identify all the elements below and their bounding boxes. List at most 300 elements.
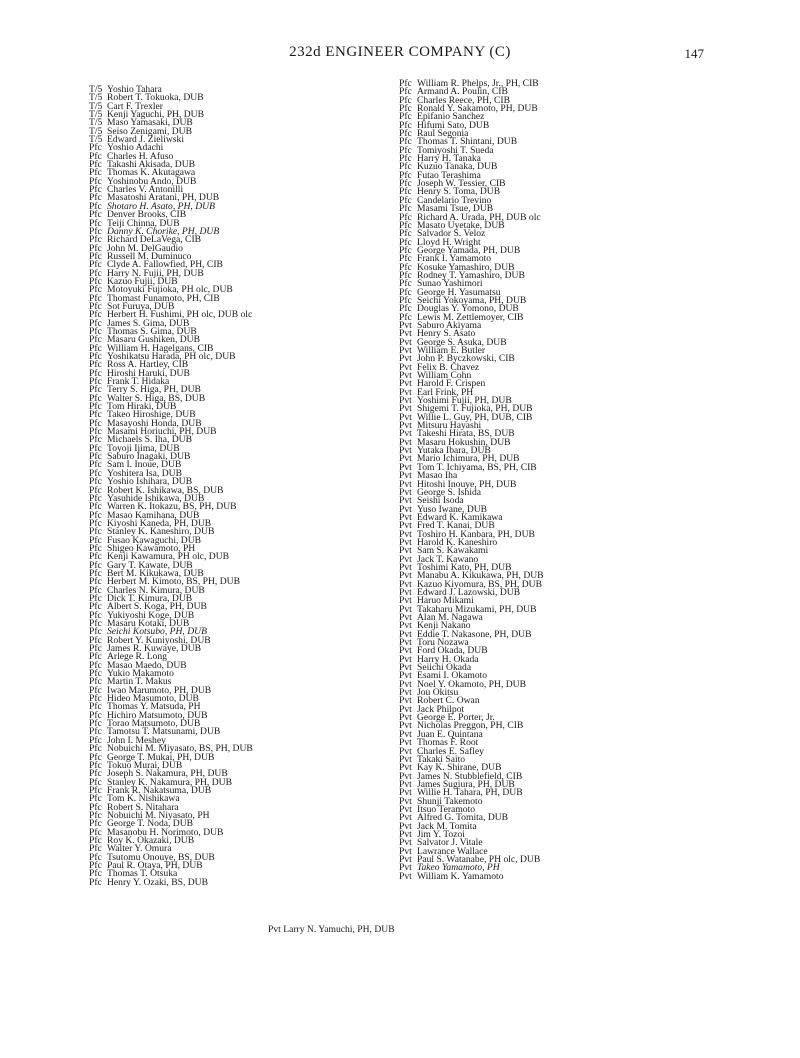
soldier-name: Robert K. Ishikawa, BS, DUB	[107, 484, 224, 496]
soldier-name: George T. Mukai, PH, DUB	[107, 751, 215, 763]
soldier-name: Tom T. Ichiyama, BS, PH, CIB	[417, 461, 537, 473]
rank: Pfc	[89, 843, 102, 855]
soldier-name: Jack M. Tomita	[417, 820, 477, 832]
rank: Pfc	[399, 161, 412, 173]
soldier-name: James S. Gima, DUB	[107, 317, 190, 329]
soldier-name: Charles V. Antonilli	[107, 184, 184, 196]
soldier-name: John P. Byczkowski, CIB	[417, 353, 515, 365]
soldier-name: Iwao Marumoto, PH, DUB	[107, 684, 212, 696]
soldier-name: George E. Porter, Jr.	[417, 712, 495, 724]
soldier-name: Robert T. Tokuoka, DUB	[107, 92, 204, 104]
soldier-name: Thomas F. Root	[417, 737, 479, 749]
rank: Pfc	[89, 592, 102, 604]
soldier-name: Yuso Iwane, DUB	[417, 503, 488, 515]
rank: Pvt	[399, 353, 412, 365]
soldier-name: Thomas T. Shintani, DUB	[417, 136, 518, 148]
rank: Pvt	[399, 428, 412, 440]
soldier-name: Nobuichi M. Niyasato, PH	[107, 809, 210, 821]
rank: Pfc	[89, 609, 102, 621]
rank: T/5	[89, 117, 103, 129]
rank: Pvt	[399, 595, 412, 607]
soldier-name: Denver Brooks, CIB	[107, 209, 187, 221]
soldier-name: Futao Terashima	[417, 169, 481, 181]
rank: Pfc	[89, 242, 102, 254]
soldier-name: Edward J. Lazowski, DUB	[417, 586, 521, 598]
rank: Pvt	[399, 553, 412, 565]
soldier-name: Eddie T. Nakasone, PH, DUB	[417, 628, 532, 640]
soldier-name: Harold F. Crispen	[417, 378, 486, 390]
soldier-name: Lloyd H. Wright	[417, 236, 481, 248]
soldier-name: Masaru Hokushin, DUB	[417, 436, 511, 448]
soldier-name: Toshimi Kato, PH, DUB	[417, 561, 512, 573]
soldier-name: Douglas Y. Yomono, DUB	[417, 303, 519, 315]
rank: Pvt	[399, 720, 412, 732]
rank: Pvt	[268, 924, 281, 935]
soldier-name: Takeo Hiroshige, DUB	[107, 409, 196, 421]
rank: Pfc	[89, 668, 102, 680]
rank: Pvt	[399, 728, 412, 740]
soldier-name: Arlege R. Long	[107, 651, 167, 663]
soldier-name: Yukiyoshi Koge, DUB	[107, 609, 195, 621]
soldier-name: Yoshio Ishihara, DUB	[107, 476, 193, 488]
rank: Pfc	[89, 384, 102, 396]
rank: Pfc	[399, 153, 412, 165]
rank: Pvt	[399, 578, 412, 590]
soldier-name: Seichi Yokoyama, PH, DUB	[417, 294, 527, 306]
rank: Pvt	[399, 787, 412, 799]
soldier-name: Roy K. Okazaki, DUB	[107, 834, 195, 846]
rank: Pvt	[399, 778, 412, 790]
soldier-name: Masaru Gushiken, DUB	[107, 334, 200, 346]
rank: Pvt	[399, 570, 412, 582]
rank: Pvt	[399, 695, 412, 707]
soldier-name: William E. Butler	[417, 345, 486, 356]
soldier-name: Seiichi Okada	[417, 662, 472, 674]
soldier-name: Tom K. Nishikawa	[107, 793, 180, 805]
soldier-name: Toshiro H. Kanbara, PH, DUB	[417, 528, 535, 540]
rank: Pfc	[89, 492, 102, 504]
soldier-name: Tsutomu Onouye, BS, DUB	[107, 851, 215, 863]
soldier-name: Shotaro H. Asato, PH, DUB	[107, 200, 215, 212]
soldier-name: Larry N. Yamuchi, PH, DUB	[283, 924, 395, 935]
soldier-name: Fred T. Kanai, DUB	[417, 520, 495, 532]
rank: Pfc	[89, 776, 102, 788]
soldier-name: Charles E. Safley	[417, 745, 484, 757]
rank: Pvt	[399, 853, 412, 865]
soldier-name: Masaru Kotaki, DUB	[107, 618, 190, 629]
rank: Pfc	[399, 294, 412, 306]
rank: Pvt	[399, 828, 412, 840]
soldier-name: Toyoji Ijima, DUB	[107, 442, 180, 454]
soldier-name: Nobuichi M. Miyasato, BS, PH, DUB	[107, 743, 253, 755]
soldier-name: Jack T. Kawano	[417, 553, 479, 565]
rank: Pfc	[89, 634, 102, 646]
rank: Pfc	[89, 534, 102, 546]
rank: Pfc	[89, 209, 102, 221]
rank: Pfc	[89, 442, 102, 454]
soldier-name: Torao Matsumoto, DUB	[107, 718, 201, 730]
rank: Pvt	[399, 637, 412, 649]
soldier-name: Henry Y. Ozaki, BS, DUB	[107, 876, 208, 888]
soldier-name: Hifumi Sato, DUB	[417, 119, 490, 131]
rank: Pvt	[399, 703, 412, 715]
rank: Pfc	[89, 159, 102, 171]
rank: Pvt	[399, 411, 412, 423]
rank: Pvt	[399, 511, 412, 523]
rank: Pvt	[399, 336, 412, 348]
soldier-name: Thomas Y. Matsuda, PH	[107, 701, 201, 713]
rank: Pvt	[399, 328, 412, 340]
soldier-name: Nicholas Preggon, PH, CIB	[417, 720, 524, 732]
rank: Pvt	[399, 712, 412, 724]
soldier-name: Hitoshi Inouye, PH, DUB	[417, 478, 517, 490]
rank: Pvt	[399, 370, 412, 382]
rank: Pfc	[89, 184, 102, 196]
soldier-name: Masayoshi Honda, DUB	[107, 417, 202, 429]
soldier-name: Martin T. Makus	[107, 676, 172, 688]
rank: Pfc	[89, 734, 102, 746]
soldier-name: Ford Okada, DUB	[417, 645, 488, 657]
soldier-name: Albert S. Koga, PH, DUB	[107, 601, 207, 613]
rank: Pfc	[89, 718, 102, 730]
rank: Pfc	[89, 459, 102, 471]
soldier-name: Kenji Yaguchi, PH, DUB	[107, 109, 205, 121]
soldier-name: Warren K. Itokazu, BS, PH, DUB	[107, 501, 237, 513]
rank: Pvt	[399, 436, 412, 448]
rank: Pfc	[399, 178, 412, 190]
rank: Pvt	[399, 770, 412, 782]
rank: Pvt	[399, 495, 412, 507]
soldier-name: Takeshi Hirata, BS, DUB	[417, 428, 515, 440]
soldier-name: Mario Ichimura, PH, DUB	[417, 453, 520, 465]
rank: Pfc	[89, 834, 102, 846]
soldier-name: Michaels S. Iha, DUB	[107, 434, 192, 446]
soldier-name: Takaki Saito	[417, 753, 466, 765]
rank: Pfc	[399, 311, 412, 323]
soldier-name: George Yamada, PH, DUB	[417, 244, 521, 256]
rank: Pfc	[89, 509, 102, 521]
rank: Pfc	[89, 376, 102, 388]
rank: Pfc	[89, 409, 102, 421]
soldier-name: Yoshikatsu Harada, PH olc, DUB	[107, 351, 236, 362]
rank: Pfc	[89, 743, 102, 755]
soldier-name: Takeo Yamamoto, PH	[417, 862, 500, 874]
soldier-name: Yutaka Ibara, DUB	[417, 445, 491, 457]
soldier-name: Manabu A. Kikukawa, PH, DUB	[417, 570, 544, 582]
rank: Pfc	[89, 451, 102, 463]
soldier-name: Walter Y. Omura	[107, 843, 172, 855]
rank: Pvt	[399, 820, 412, 832]
rank: Pfc	[89, 576, 102, 588]
rank: Pfc	[89, 693, 102, 705]
rank: Pfc	[89, 359, 102, 371]
soldier-name: Masanobu H. Norimoto, DUB	[107, 826, 224, 838]
rank: Pvt	[399, 603, 412, 615]
roster-entry-footer	[268, 924, 395, 935]
soldier-name: Ross A. Hartley, CIB	[107, 359, 189, 371]
rank: Pfc	[89, 467, 102, 479]
soldier-name: Harry N. Fujii, PH, DUB	[107, 267, 204, 279]
soldier-name: Masao Maedo, DUB	[107, 659, 187, 671]
soldier-name: Charles N. Kimura, DUB	[107, 584, 205, 596]
soldier-name: Takaharu Mizukami, PH, DUB	[417, 603, 537, 615]
rank: Pfc	[399, 128, 412, 140]
soldier-name: Bert M. Kikukawa, DUB	[107, 567, 204, 579]
rank: T/5	[89, 100, 103, 112]
rank: Pfc	[399, 253, 412, 265]
soldier-name: Shunji Takemoto	[417, 795, 483, 807]
soldier-name: Henry S. Asato	[417, 328, 476, 340]
rank: Pvt	[399, 420, 412, 432]
roster-column-right	[399, 80, 544, 881]
rank: Pfc	[89, 618, 102, 629]
soldier-name: Cart F. Trexler	[107, 100, 163, 112]
soldier-name: Stanley K. Nakamura, PH, DUB	[107, 776, 232, 788]
soldier-name: Clyde A. Fallowfied, PH, CIB	[107, 259, 223, 271]
soldier-name: Yukio Makamoto	[107, 668, 174, 680]
rank: Pfc	[89, 659, 102, 671]
soldier-name: Kiyoshi Kaneda, PH, DUB	[107, 517, 212, 529]
rank: Pfc	[89, 826, 102, 838]
rank: Pfc	[89, 876, 102, 888]
soldier-name: Tomiyoshi T. Sueda	[417, 144, 494, 156]
soldier-name: William R. Phelps, Jr., PH, CIB	[417, 78, 539, 89]
soldier-name: Hiroshi Haruki, DUB	[107, 367, 190, 379]
rank: Pfc	[89, 551, 102, 563]
rank: Pfc	[399, 303, 412, 315]
rank: Pvt	[399, 528, 412, 540]
rank: Pvt	[399, 445, 412, 457]
rank: Pfc	[399, 219, 412, 231]
rank: Pfc	[89, 526, 102, 538]
rank: Pfc	[89, 759, 102, 771]
rank: Pvt	[399, 753, 412, 765]
soldier-name: Lewis M. Zettlemoyer, CIB	[417, 311, 524, 323]
soldier-name: Sam S. Kawakami	[417, 545, 489, 557]
soldier-name: Mitsuru Hayashi	[417, 420, 482, 432]
soldier-name: Masao Kamihana, DUB	[107, 509, 200, 521]
soldier-name: Frank I. Yamamoto	[417, 253, 492, 265]
soldier-name: Seiso Zenigami, DUB	[107, 125, 193, 137]
soldier-name: Paul R. Otaya, PH, DUB	[107, 859, 203, 871]
rank: Pfc	[399, 269, 412, 281]
rank: Pfc	[89, 300, 102, 312]
soldier-name: Jou Okitsu	[417, 687, 459, 699]
rank: Pfc	[89, 367, 102, 379]
rank: Pfc	[89, 626, 102, 638]
soldier-name: Masami Tsue, DUB	[417, 203, 494, 215]
rank: Pfc	[89, 292, 102, 304]
rank: Pfc	[89, 259, 102, 271]
rank: Pfc	[89, 250, 102, 262]
soldier-name: Sot Furuya, DUB	[107, 300, 175, 312]
soldier-name: Jack Philpot	[417, 703, 465, 715]
soldier-name: Haruo Mikami	[417, 595, 474, 607]
rank: Pvt	[399, 670, 412, 682]
rank: Pfc	[399, 194, 412, 206]
soldier-name: William H. Hagelgans, CIB	[107, 342, 214, 354]
rank: Pfc	[89, 726, 102, 738]
soldier-name: Seishi Isoda	[417, 495, 464, 507]
soldier-name: Herbert H. Fushimi, PH olc, DUB olc	[107, 309, 253, 321]
rank: Pfc	[89, 200, 102, 212]
rank: Pfc	[89, 793, 102, 805]
rank: T/5	[89, 109, 103, 121]
soldier-name: Dick T. Kimura, DUB	[107, 592, 193, 604]
soldier-name: Herbert M. Kimoto, BS, PH, DUB	[107, 576, 240, 588]
rank: Pfc	[89, 167, 102, 179]
rank: Pfc	[399, 278, 412, 290]
rank: Pfc	[89, 284, 102, 296]
rank: Pfc	[89, 801, 102, 813]
soldier-name: Tamotsu T. Matsunami, DUB	[107, 726, 221, 738]
soldier-name: Joseph S. Nakamura, PH, DUB	[107, 768, 228, 780]
rank: Pfc	[399, 244, 412, 256]
rank: Pfc	[89, 768, 102, 780]
rank: Pvt	[399, 845, 412, 857]
soldier-name: Charles H. Afuso	[107, 150, 174, 162]
rank: Pfc	[89, 267, 102, 279]
soldier-name: George T. Noda, DUB	[107, 818, 194, 830]
soldier-name: Fusao Kawaguchi, DUB	[107, 534, 202, 546]
soldier-name: Alan M. Nagawa	[417, 612, 483, 623]
soldier-name: Edward J. Zieliwski	[107, 134, 185, 146]
rank: Pfc	[399, 186, 412, 198]
rank: Pfc	[89, 601, 102, 613]
rank: Pfc	[399, 211, 412, 223]
rank: Pvt	[399, 453, 412, 465]
rank: Pfc	[89, 709, 102, 721]
rank: Pfc	[89, 417, 102, 429]
soldier-name: Terry S. Higa, PH, DUB	[107, 384, 201, 396]
soldier-name: John M. DelGaudio	[107, 242, 183, 254]
rank: T/5	[89, 134, 103, 146]
soldier-name: Salvador S. Veloz	[417, 228, 486, 240]
rank: T/5	[89, 125, 103, 137]
soldier-name: Kay K. Shirane, DUB	[417, 762, 502, 774]
rank: Pfc	[399, 94, 412, 106]
soldier-name: Yoshio Tahara	[107, 84, 162, 95]
soldier-name: Yoshitera Isa, DUB	[107, 467, 182, 479]
soldier-name: Masami Horiuchi, PH, DUB	[107, 426, 217, 438]
rank: Pfc	[399, 78, 412, 89]
soldier-name: George S. Asuka, DUB	[417, 336, 507, 348]
soldier-name: Masao Iha	[417, 470, 458, 482]
rank: Pfc	[89, 859, 102, 871]
soldier-name: Kuzuo Tanaka, DUB	[417, 161, 498, 173]
soldier-name: Saburo Inagaki, DUB	[107, 451, 191, 463]
rank: Pfc	[89, 334, 102, 346]
soldier-name: Seichi Kotsubo, PH, DUB	[107, 626, 207, 638]
soldier-name: Frank T. Hidaka	[107, 376, 170, 388]
soldier-name: Stanley K. Kaneshiro, DUB	[107, 526, 215, 538]
soldier-name: Tokuo Murai, DUB	[107, 759, 183, 771]
soldier-name: Jim Y. Tozoi	[417, 828, 465, 840]
rank: Pfc	[89, 517, 102, 529]
rank: Pvt	[399, 319, 412, 331]
rank: Pfc	[399, 103, 412, 115]
soldier-name: Robert Y. Kuniyoshi, DUB	[107, 634, 211, 646]
rank: Pfc	[399, 169, 412, 181]
soldier-name: Richard A. Urada, PH, DUB olc	[417, 211, 541, 223]
rank: Pvt	[399, 470, 412, 482]
rank: Pfc	[89, 476, 102, 488]
soldier-name: Richard DeLaVega, CIB	[107, 234, 202, 246]
rank: Pfc	[399, 111, 412, 123]
rank: Pvt	[399, 612, 412, 623]
soldier-name: Edward K. Kamikawa	[417, 511, 503, 523]
soldier-name: Sam I. Inoue, DUB	[107, 459, 182, 471]
rank: Pfc	[89, 784, 102, 796]
soldier-name: Joseph W. Tessier, CIB	[417, 178, 506, 190]
soldier-name: Candelario Trevino	[417, 194, 492, 206]
soldier-name: Raul Segonia	[417, 128, 469, 140]
rank: Pfc	[399, 203, 412, 215]
rank: Pfc	[89, 175, 102, 187]
soldier-name: Robert C. Owan	[417, 695, 480, 707]
soldier-name: Yoshinobu Ando, DUB	[107, 175, 197, 187]
rank: Pvt	[399, 812, 412, 824]
rank: Pfc	[399, 86, 412, 98]
soldier-name: Harry H. Okada	[417, 653, 479, 665]
rank: T/5	[89, 84, 103, 95]
rank: Pfc	[89, 325, 102, 337]
rank: Pvt	[399, 762, 412, 774]
rank: T/5	[89, 92, 103, 104]
soldier-name: Maso Yamasaki, DUB	[107, 117, 193, 129]
rank: Pvt	[399, 678, 412, 690]
rank: Pfc	[89, 684, 102, 696]
soldier-name: Charles Reece, PH, CIB	[417, 94, 510, 106]
rank: Pfc	[89, 676, 102, 688]
rank: Pvt	[399, 561, 412, 573]
soldier-name: Harold K. Kaneshiro	[417, 536, 498, 548]
soldier-name: Noel Y. Okamoto, PH, DUB	[417, 678, 526, 690]
soldier-name: Russell M. Duminuco	[107, 250, 192, 262]
soldier-name: Kenji Nakano	[417, 620, 471, 632]
rank: Pfc	[399, 261, 412, 273]
rank: Pfc	[89, 142, 102, 154]
rank: Pfc	[89, 651, 102, 663]
rank: Pvt	[399, 520, 412, 532]
soldier-name: Paul S. Watanabe, PH olc, DUB	[417, 853, 541, 865]
roster-entry	[89, 876, 253, 888]
rank: Pfc	[89, 392, 102, 404]
soldier-name: Motoyuki Fujioka, PH olc, DUB	[107, 284, 233, 296]
rank: Pfc	[89, 225, 102, 237]
rank: Pfc	[89, 192, 102, 204]
soldier-name: George H. Yasumatsu	[417, 286, 501, 298]
soldier-name: Masatoshi Aratani, PH, DUB	[107, 192, 220, 204]
rank: Pvt	[399, 361, 412, 373]
rank: Pfc	[89, 317, 102, 329]
rank: Pfc	[89, 351, 102, 362]
rank: Pvt	[399, 795, 412, 807]
rank: Pvt	[399, 386, 412, 398]
rank: Pfc	[89, 584, 102, 596]
rank: Pvt	[399, 478, 412, 490]
rank: Pfc	[89, 309, 102, 321]
rank: Pvt	[399, 461, 412, 473]
rank: Pvt	[399, 687, 412, 699]
soldier-name: Salvator J. Vitale	[417, 837, 483, 849]
soldier-name: Shigemi T. Fujioka, PH, DUB	[417, 403, 533, 415]
soldier-name: Ronald Y. Sakamoto, PH, DUB	[417, 103, 538, 115]
soldier-name: Walter S. Higa, BS, DUB	[107, 392, 206, 404]
soldier-name: Teiji Chinna, DUB	[107, 217, 180, 229]
soldier-name: Armand A. Poulin, CIB	[417, 86, 508, 98]
soldier-name: Thomast Funamoto, PH, CIB	[107, 292, 220, 304]
